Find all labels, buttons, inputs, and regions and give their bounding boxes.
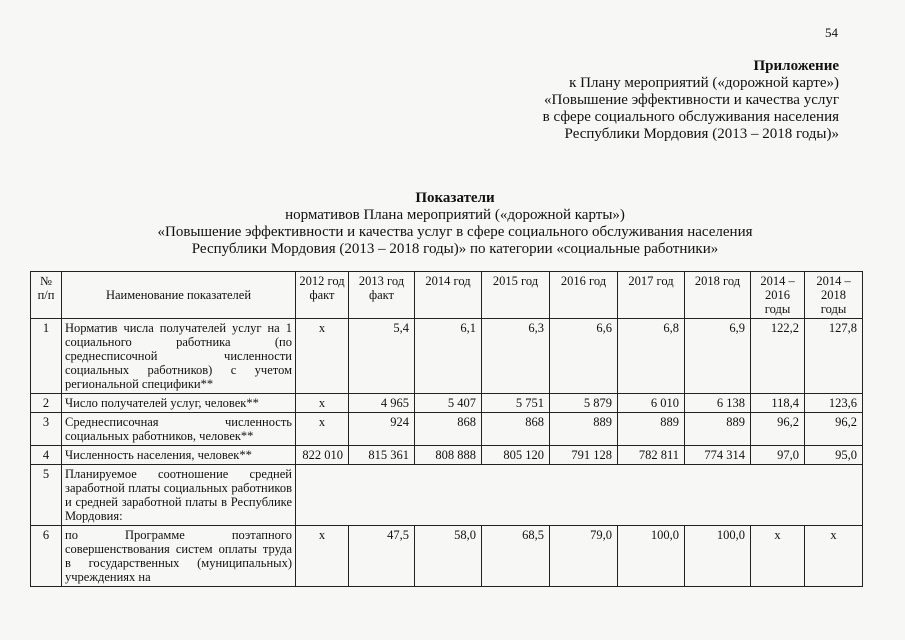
value-cell: 96,2 <box>805 413 863 446</box>
row-number: 4 <box>31 446 62 465</box>
value-cell: 924 <box>349 413 415 446</box>
value-cell: х <box>296 319 349 394</box>
appendix-line: в сфере социального обслуживания населения <box>542 109 839 125</box>
row-number: 2 <box>31 394 62 413</box>
indicator-name: Численность населения, человек** <box>62 446 296 465</box>
value-cell: 6 138 <box>685 394 751 413</box>
table-row <box>31 526 863 587</box>
table-row <box>31 394 863 413</box>
value-cell: 889 <box>550 413 618 446</box>
table-header-row <box>31 272 863 319</box>
appendix-line: «Повышение эффективности и качества услуг <box>544 92 839 108</box>
row-number: 1 <box>31 319 62 394</box>
row-number: 3 <box>31 413 62 446</box>
header-cell: 2015 год <box>482 272 550 319</box>
value-cell: 6,1 <box>415 319 482 394</box>
value-cell: 6 010 <box>618 394 685 413</box>
header-cell: 2014 – 2016 годы <box>751 272 805 319</box>
header-cell: 2014 год <box>415 272 482 319</box>
value-cell: х <box>805 526 863 587</box>
title-line: нормативов Плана мероприятий («дорожной карты») <box>285 207 625 223</box>
value-cell: 79,0 <box>550 526 618 587</box>
header-cell: Наименование показателей <box>62 272 296 319</box>
indicator-name: Норматив числа получателей услуг на 1 социального работника (по среднесписочной численности социальных работников) с учетом региональной специфики** <box>62 319 296 394</box>
value-cell: 868 <box>415 413 482 446</box>
title-heading: Показатели <box>415 190 495 206</box>
table-row <box>31 465 863 526</box>
indicator-name: Планируемое соотношение средней заработной платы социальных работников и средней заработной платы в Республике Мордовия: <box>62 465 296 526</box>
header-cell: 2014 – 2018 годы <box>805 272 863 319</box>
value-cell: 5 879 <box>550 394 618 413</box>
indicator-name: по Программе поэтапного совершенствования систем оплаты труда в государственных (муниципальных) учреждениях на <box>62 526 296 587</box>
value-cell: х <box>751 526 805 587</box>
value-cell: 5 751 <box>482 394 550 413</box>
value-cell: 127,8 <box>805 319 863 394</box>
row-number: 5 <box>31 465 62 526</box>
indicator-name: Число получателей услуг, человек** <box>62 394 296 413</box>
value-cell: 5 407 <box>415 394 482 413</box>
appendix-line: Республики Мордовия (2013 – 2018 годы)» <box>564 126 839 142</box>
value-cell: 805 120 <box>482 446 550 465</box>
value-cell: 95,0 <box>805 446 863 465</box>
table-row <box>31 319 863 394</box>
value-cell: 6,9 <box>685 319 751 394</box>
value-cell: 5,4 <box>349 319 415 394</box>
value-cell: 6,3 <box>482 319 550 394</box>
value-cell: 6,8 <box>618 319 685 394</box>
value-cell: 815 361 <box>349 446 415 465</box>
appendix-heading: Приложение <box>753 58 839 74</box>
value-cell: х <box>296 394 349 413</box>
value-cell: 47,5 <box>349 526 415 587</box>
value-cell: 118,4 <box>751 394 805 413</box>
value-cell: х <box>296 413 349 446</box>
appendix-line: к Плану мероприятий («дорожной карте») <box>569 75 839 91</box>
value-cell: 782 811 <box>618 446 685 465</box>
value-cell: 822 010 <box>296 446 349 465</box>
page-number: 54 <box>825 25 838 40</box>
value-cell: 774 314 <box>685 446 751 465</box>
value-cell: 6,6 <box>550 319 618 394</box>
value-cell: 68,5 <box>482 526 550 587</box>
value-cell: 58,0 <box>415 526 482 587</box>
value-cell: 100,0 <box>618 526 685 587</box>
value-cell: 791 128 <box>550 446 618 465</box>
value-cell: 889 <box>685 413 751 446</box>
indicators-table <box>30 271 863 587</box>
title-line: «Повышение эффективности и качества услуг в сфере социального обслуживания населения <box>157 224 753 240</box>
indicator-name: Среднесписочная численность социальных работников, человек** <box>62 413 296 446</box>
value-cell: х <box>296 526 349 587</box>
value-cell: 808 888 <box>415 446 482 465</box>
header-cell: 2012 год факт <box>296 272 349 319</box>
header-cell: 2013 год факт <box>349 272 415 319</box>
empty-span-cell <box>296 465 863 526</box>
table-row <box>31 446 863 465</box>
header-cell: 2018 год <box>685 272 751 319</box>
table-row <box>31 413 863 446</box>
value-cell: 97,0 <box>751 446 805 465</box>
value-cell: 889 <box>618 413 685 446</box>
value-cell: 123,6 <box>805 394 863 413</box>
header-cell: 2017 год <box>618 272 685 319</box>
header-cell: 2016 год <box>550 272 618 319</box>
value-cell: 96,2 <box>751 413 805 446</box>
value-cell: 100,0 <box>685 526 751 587</box>
row-number: 6 <box>31 526 62 587</box>
value-cell: 122,2 <box>751 319 805 394</box>
header-cell: № п/п <box>31 272 62 319</box>
value-cell: 868 <box>482 413 550 446</box>
value-cell: 4 965 <box>349 394 415 413</box>
title-line: Республики Мордовия (2013 – 2018 годы)» по категории «социальные работники» <box>191 241 719 257</box>
